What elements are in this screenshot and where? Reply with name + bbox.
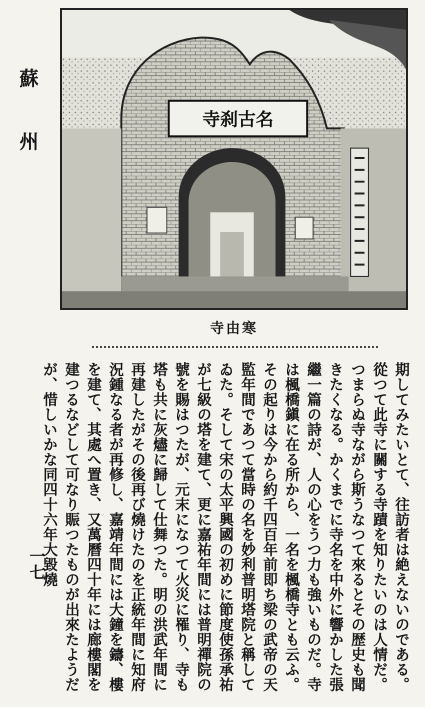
temple-gate-illustration xyxy=(62,10,406,308)
gate-signboard: 寺刹古名 xyxy=(202,109,274,131)
section-title-char-2: 州 xyxy=(19,131,39,153)
photo-caption: 寺由寒 xyxy=(210,321,258,337)
page-number: 一七 xyxy=(27,548,46,580)
section-title xyxy=(14,70,44,152)
body-text: 期してみたいとて、往訪者は絶えないのである。從つて此寺に關する寺蹟を知りたいのは人情だ。つまらぬ寺ながら斯うなつて來るとその歴史も聞きたくなる。かくまでに寺名を中外に響かした張繼一篇の詩が、人の心をうつ力も強いものだ。寺は楓橋鎭に在る所から、一名を楓橋寺とも云ふ。その起りは今から約千四百年前即ち梁の武帝の天監年間であつて當時の名を妙利普明塔院と稱してゐた。そして宋の太平興國の初めに節度使孫承祐が七級の塔を建て、更に嘉祐年間には普明禪院の號を賜はつたが、元末になつて火災に罹り、寺も塔も共に灰燼に歸して仕舞つた。明の洪武年間に再建したがその後再び燒けたのを正統年間に知府況鍾なる者が再修し、嘉靖年間には大鐘を鑄、樓を建て、其處へ置き、又萬曆四十年には廊樓閣を建つるなどして可なり賑つたものが出來たようだが、惜しいかな同四十六年大毀燒 xyxy=(41,362,410,692)
temple-gate-photo xyxy=(60,8,408,310)
dotted-divider xyxy=(92,346,378,348)
section-title-char-1: 蘇 xyxy=(19,68,39,90)
